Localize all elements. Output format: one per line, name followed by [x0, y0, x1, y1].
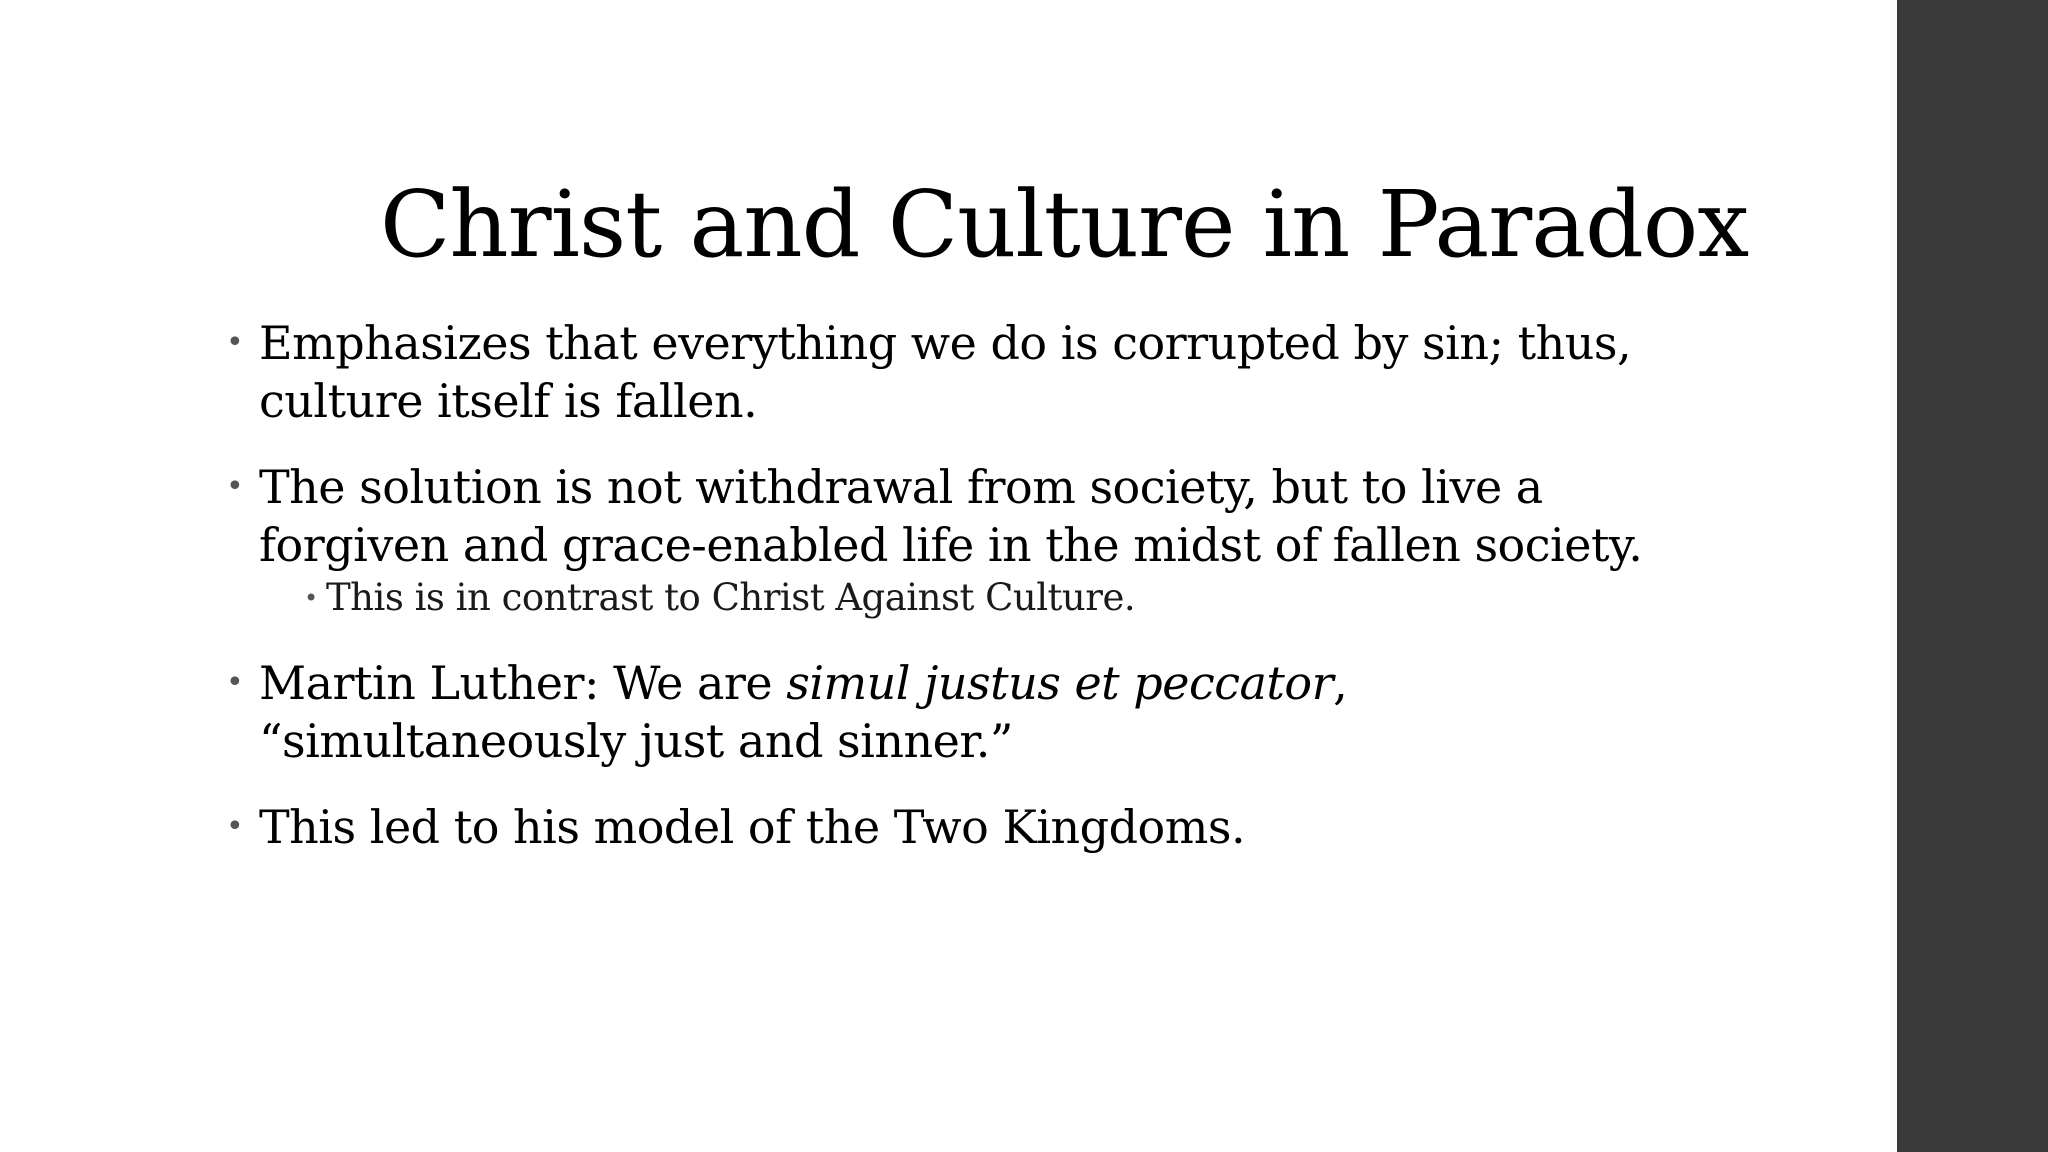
sub-bullet-text: This is in contrast to Christ Against Culture.	[326, 576, 1136, 619]
bullet-icon: •	[226, 809, 244, 844]
bullet-text-pre: Martin Luther: We are	[259, 656, 787, 710]
bullet-item	[222, 314, 1662, 430]
slide-body	[222, 314, 1662, 884]
sub-bullet-icon: •	[304, 584, 318, 612]
bullet-icon: •	[226, 665, 244, 700]
bullet-text-italic: simul justus et peccator	[786, 656, 1334, 710]
bullet-item	[222, 654, 1662, 770]
bullet-text-post: , “simultaneously just and sinner.”	[259, 656, 1348, 768]
bullet-item	[222, 798, 1662, 856]
bullet-item	[222, 458, 1662, 574]
bullet-icon: •	[226, 325, 244, 360]
bullet-text: The solution is not withdrawal from society, but to live a forgiven and grace-enabled life in the midst of fallen society.	[259, 460, 1643, 572]
bullet-text: Emphasizes that everything we do is corrupted by sin; thus, culture itself is fallen.	[259, 316, 1632, 428]
bullet-icon: •	[226, 469, 244, 504]
bullet-text: This led to his model of the Two Kingdoms.	[259, 800, 1246, 854]
slide-title: Christ and Culture in Paradox	[380, 171, 1749, 278]
sub-bullet-item	[304, 574, 1662, 622]
